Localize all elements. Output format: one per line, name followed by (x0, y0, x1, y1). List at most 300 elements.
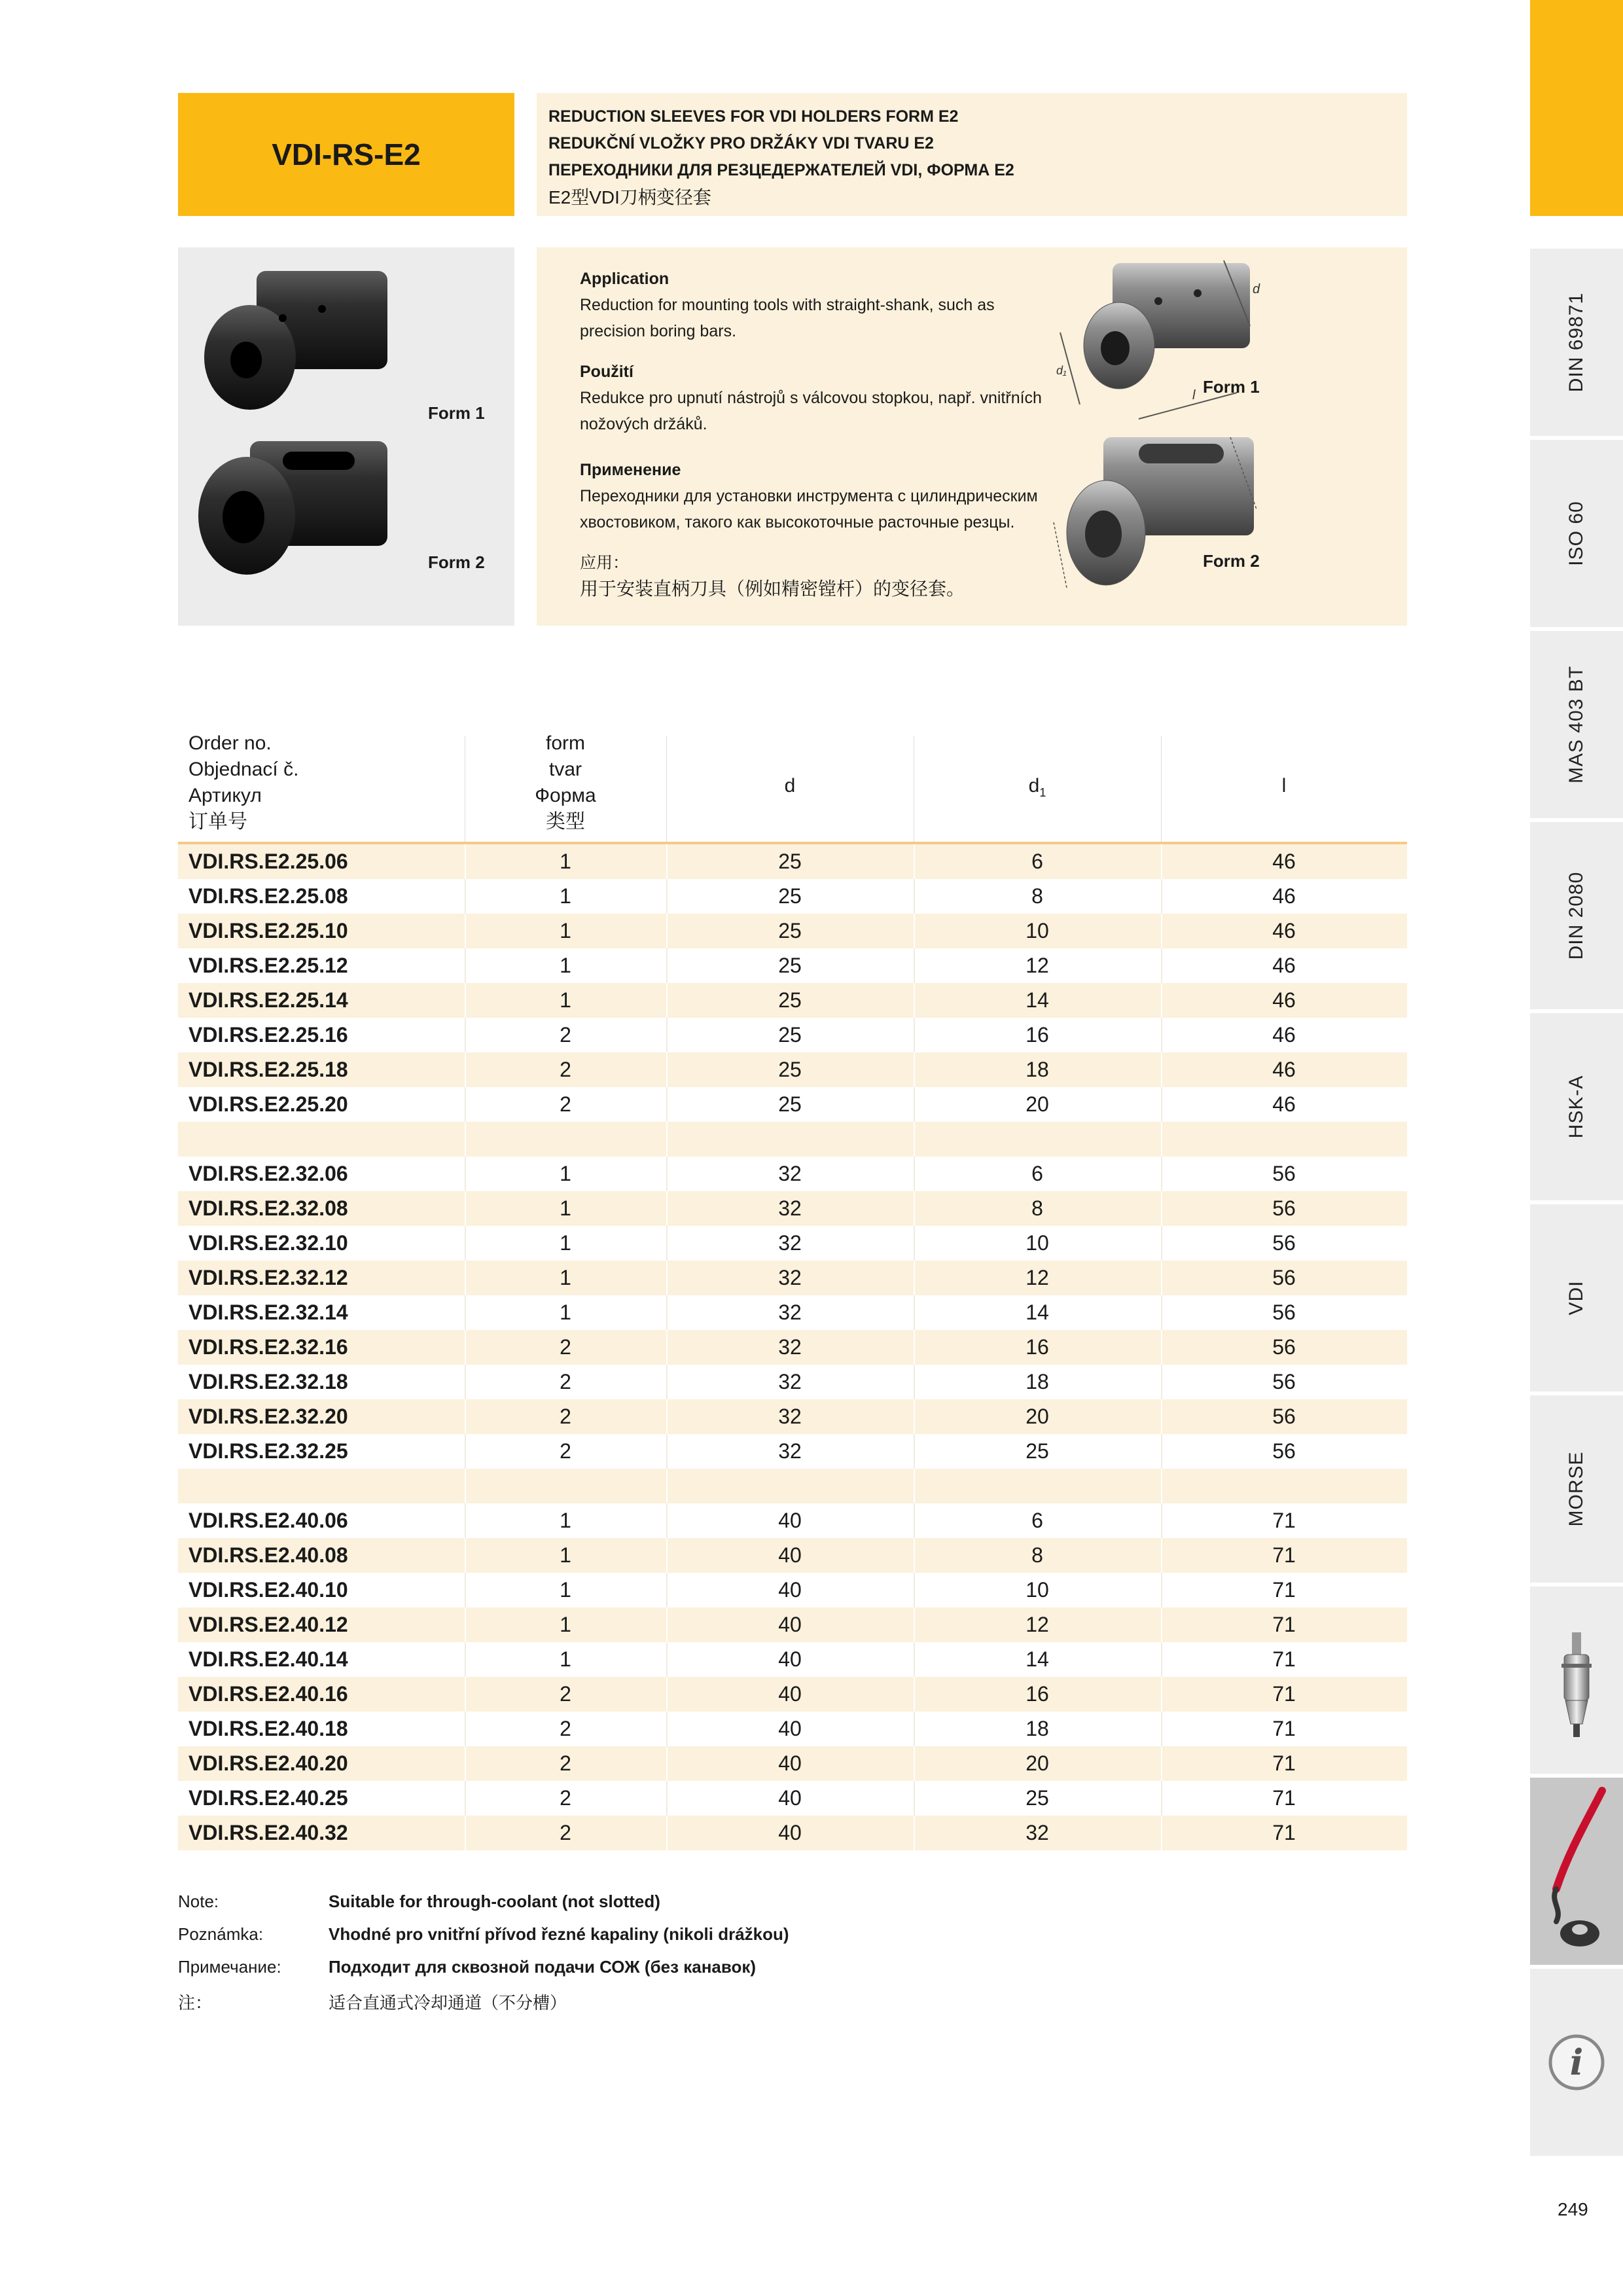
tab-mas-403-bt[interactable] (1530, 631, 1623, 818)
table-row (178, 1816, 1407, 1850)
tab-morse[interactable] (1530, 1395, 1623, 1583)
cell-d1: 18 (1026, 1058, 1049, 1081)
column-divider (465, 948, 466, 983)
cell-l: 56 (1272, 1335, 1296, 1359)
column-divider (914, 983, 915, 1018)
tab-wrench-nut[interactable] (1530, 1778, 1623, 1965)
cell-d (666, 1469, 914, 1503)
cell-order-no: VDI.RS.E2.32.08 (188, 1196, 348, 1220)
column-divider (914, 1573, 915, 1607)
column-divider (914, 1365, 915, 1399)
column-divider (914, 1226, 915, 1261)
column-divider (666, 1746, 668, 1781)
table-row (178, 1712, 1407, 1746)
app-text-ru-1: Переходники для установки инструмента с цилиндрическим (580, 487, 1038, 505)
column-divider (465, 1087, 466, 1122)
header-order-ru: Артикул (188, 785, 262, 806)
table-row (178, 914, 1407, 948)
cell-d: 25 (778, 954, 802, 977)
cell-d1: 18 (1026, 1370, 1049, 1393)
cell-l: 56 (1272, 1196, 1296, 1220)
column-divider (1161, 1018, 1162, 1052)
column-divider (666, 1330, 668, 1365)
column-divider (666, 1816, 668, 1850)
table-row (178, 1226, 1407, 1261)
cell-d: 40 (778, 1578, 802, 1602)
application-panel (537, 247, 1407, 626)
header-form-cz: tvar (548, 759, 582, 780)
column-divider (1161, 1573, 1162, 1607)
cell-order-no: VDI.RS.E2.32.06 (188, 1162, 348, 1185)
cell-d: 32 (778, 1266, 802, 1289)
column-divider (666, 1122, 668, 1157)
app-heading-cz: Použití (580, 363, 633, 381)
title-box (537, 93, 1407, 216)
column-divider (1161, 879, 1162, 914)
cell-l: 46 (1272, 1058, 1296, 1081)
title-ru: ПЕРЕХОДНИКИ ДЛЯ РЕЗЦЕДЕРЖАТЕЛЕЙ VDI, ФОРМА E2 (548, 161, 1014, 179)
column-divider (1161, 844, 1162, 879)
column-divider (1161, 1746, 1162, 1781)
table-row (178, 1157, 1407, 1191)
column-divider (914, 948, 915, 983)
header-d1 (914, 730, 1161, 842)
form2-photo (198, 441, 387, 575)
header-order-cz: Objednací č. (188, 759, 299, 780)
column-divider (666, 1469, 668, 1503)
cell-d1: 10 (1026, 1231, 1049, 1255)
product-code: VDI-RS-E2 (178, 93, 514, 216)
column-divider (465, 914, 466, 948)
column-divider (666, 1365, 668, 1399)
cell-d: 32 (778, 1196, 802, 1220)
column-divider (914, 1642, 915, 1677)
cell-order-no: VDI.RS.E2.40.16 (188, 1682, 348, 1706)
cell-order-no: VDI.RS.E2.32.16 (188, 1335, 348, 1359)
tab-label: MAS 403 BT (1565, 665, 1587, 784)
cell-order-no: VDI.RS.E2.40.18 (188, 1717, 348, 1740)
column-divider (465, 1295, 466, 1330)
cell-l: 71 (1272, 1543, 1296, 1567)
column-divider (465, 1261, 466, 1295)
cell-d: 32 (778, 1439, 802, 1463)
column-divider (914, 1816, 915, 1850)
table-row (178, 948, 1407, 983)
cell-order-no: VDI.RS.E2.32.12 (188, 1266, 348, 1289)
column-divider (914, 1746, 915, 1781)
cell-l: 46 (1272, 919, 1296, 942)
diagram-form1-caption: Form 1 (1203, 377, 1260, 397)
tab-din-69871[interactable] (1530, 249, 1623, 436)
column-divider (666, 1573, 668, 1607)
column-divider (1161, 1469, 1162, 1503)
column-divider (1161, 1052, 1162, 1087)
svg-text:i: i (1569, 2041, 1584, 2083)
cell-form: 1 (560, 988, 571, 1012)
tab-vdi[interactable] (1530, 1204, 1623, 1391)
cell-order-no: VDI.RS.E2.32.14 (188, 1300, 348, 1324)
column-divider (666, 1018, 668, 1052)
cell-d: 25 (778, 884, 802, 908)
app-text-en-2: precision boring bars. (580, 322, 737, 340)
column-divider (914, 1434, 915, 1469)
cell-order-no: VDI.RS.E2.25.08 (188, 884, 348, 908)
tab-info[interactable] (1530, 1969, 1623, 2156)
column-divider (666, 1538, 668, 1573)
cell-d1: 25 (1026, 1439, 1049, 1463)
cell-d1 (914, 1469, 1161, 1503)
info-icon (1530, 1969, 1623, 2156)
column-divider (1161, 1330, 1162, 1365)
column-divider (666, 879, 668, 914)
column-divider (465, 1746, 466, 1781)
table-row (178, 1191, 1407, 1226)
cell-form: 2 (560, 1335, 571, 1359)
table-row (178, 1677, 1407, 1712)
cell-form: 1 (560, 1647, 571, 1671)
tab-iso-60[interactable] (1530, 440, 1623, 627)
cell-order-no: VDI.RS.E2.40.12 (188, 1613, 348, 1636)
cell-d: 40 (778, 1509, 802, 1532)
column-divider (465, 1677, 466, 1712)
tab-label: DIN 69871 (1565, 292, 1587, 393)
column-divider (1161, 983, 1162, 1018)
cell-d1: 8 (1031, 884, 1043, 908)
cell-d1: 32 (1026, 1821, 1049, 1844)
column-divider (465, 1018, 466, 1052)
cell-form: 2 (560, 1092, 571, 1116)
column-divider (1161, 1677, 1162, 1712)
form2-caption: Form 2 (428, 552, 485, 572)
cell-order-no: VDI.RS.E2.25.14 (188, 988, 348, 1012)
cell-form: 1 (560, 850, 571, 873)
cell-d: 40 (778, 1682, 802, 1706)
table-row (178, 1573, 1407, 1607)
table-row (178, 1538, 1407, 1573)
table-row (178, 844, 1407, 879)
header-d1-sub: 1 (1039, 786, 1046, 799)
column-divider (465, 1191, 466, 1226)
cell-form: 2 (560, 1717, 571, 1740)
table-row (178, 1295, 1407, 1330)
product-photos (178, 247, 514, 626)
cell-d: 40 (778, 1717, 802, 1740)
header-order (188, 730, 298, 842)
header-form-ru: Форма (535, 785, 596, 806)
cell-d: 25 (778, 1023, 802, 1047)
cell-form: 1 (560, 1509, 571, 1532)
column-divider (666, 1087, 668, 1122)
cell-l: 71 (1272, 1578, 1296, 1602)
title-zh: E2型VDI刀柄变径套 (548, 187, 711, 207)
column-divider (666, 1052, 668, 1087)
column-divider (666, 1399, 668, 1434)
column-divider (914, 1538, 915, 1573)
column-divider (914, 1122, 915, 1157)
table-row (178, 1018, 1407, 1052)
column-divider (1161, 1122, 1162, 1157)
title-en: REDUCTION SLEEVES FOR VDI HOLDERS FORM E2 (548, 107, 959, 126)
column-divider (1161, 1434, 1162, 1469)
cell-order-no: VDI.RS.E2.25.18 (188, 1058, 348, 1081)
column-divider (914, 844, 915, 879)
cell-form: 1 (560, 1578, 571, 1602)
tab-drill-chuck[interactable] (1530, 1587, 1623, 1774)
header-l: l (1281, 775, 1287, 797)
drill-chuck-icon (1530, 1587, 1623, 1774)
column-divider (465, 1573, 466, 1607)
cell-d: 25 (778, 919, 802, 942)
app-text-en-1: Reduction for mounting tools with straight-shank, such as (580, 296, 995, 314)
cell-d: 32 (778, 1162, 802, 1185)
cell-l: 71 (1272, 1682, 1296, 1706)
cell-l: 71 (1272, 1717, 1296, 1740)
cell-d1 (914, 1122, 1161, 1157)
column-divider (465, 1434, 466, 1469)
cell-order-no: VDI.RS.E2.25.06 (188, 850, 348, 873)
note-text-en: Suitable for through-coolant (not slotted) (329, 1892, 660, 1911)
cell-order-no: VDI.RS.E2.40.20 (188, 1751, 348, 1775)
cell-d1: 20 (1026, 1751, 1049, 1775)
cell-d: 40 (778, 1751, 802, 1775)
cell-l: 71 (1272, 1647, 1296, 1671)
column-divider (1161, 1816, 1162, 1850)
cell-form (465, 1469, 666, 1503)
column-divider (1161, 1365, 1162, 1399)
cell-form: 1 (560, 1266, 571, 1289)
column-divider (465, 1399, 466, 1434)
cell-d1: 16 (1026, 1682, 1049, 1706)
column-divider (914, 1607, 915, 1642)
cell-l: 71 (1272, 1613, 1296, 1636)
note-label-zh: 注： (178, 1993, 213, 2013)
app-heading-en: Application (580, 270, 669, 288)
tab-hsk-a[interactable] (1530, 1013, 1623, 1200)
cell-d1: 12 (1026, 1266, 1049, 1289)
column-divider (1161, 948, 1162, 983)
table-row (178, 1052, 1407, 1087)
note-label-en: Note: (178, 1892, 219, 1911)
column-divider (465, 1469, 466, 1503)
app-text-ru-2: хвостовиком, такого как высокоточные расточные резцы. (580, 513, 1015, 531)
column-divider (465, 1642, 466, 1677)
cell-l: 71 (1272, 1509, 1296, 1532)
cell-order-no: VDI.RS.E2.25.16 (188, 1023, 348, 1047)
cell-d1: 14 (1026, 1300, 1049, 1324)
column-divider (914, 914, 915, 948)
cell-d: 32 (778, 1231, 802, 1255)
column-divider (914, 1261, 915, 1295)
note-text-ru: Подходит для сквозной подачи СОЖ (без канавок) (329, 1957, 757, 1977)
cell-l: 56 (1272, 1162, 1296, 1185)
column-divider (1161, 1399, 1162, 1434)
cell-d1: 25 (1026, 1786, 1049, 1810)
tab-label: DIN 2080 (1565, 871, 1587, 960)
cell-d1: 14 (1026, 988, 1049, 1012)
dim-d1-label: d₁ (1056, 364, 1067, 377)
cell-d1: 6 (1031, 1162, 1043, 1185)
tab-label: VDI (1565, 1280, 1587, 1316)
column-divider (914, 1018, 915, 1052)
cell-d: 40 (778, 1786, 802, 1810)
tab-din-2080[interactable] (1530, 822, 1623, 1009)
index-sidebar (1530, 0, 1623, 2157)
cell-form: 2 (560, 1439, 571, 1463)
column-divider (914, 1157, 915, 1191)
column-divider (1161, 1191, 1162, 1226)
title-cz: REDUKČNÍ VLOŽKY PRO DRŽÁKY VDI TVARU E2 (548, 134, 934, 152)
column-divider (666, 1781, 668, 1816)
column-divider (1161, 1503, 1162, 1538)
dim-l-label: l (1192, 388, 1196, 403)
cell-d1: 12 (1026, 1613, 1049, 1636)
cell-l: 46 (1272, 954, 1296, 977)
table-row (178, 1781, 1407, 1816)
column-divider (666, 1642, 668, 1677)
cell-form: 1 (560, 1613, 571, 1636)
column-divider (465, 1157, 466, 1191)
cell-d1: 10 (1026, 919, 1049, 942)
column-divider (666, 1226, 668, 1261)
table-row (178, 1607, 1407, 1642)
column-divider (666, 1295, 668, 1330)
app-heading-zh: 应用： (580, 554, 630, 572)
cell-d: 25 (778, 1058, 802, 1081)
header-form-zh: 类型 (546, 811, 585, 833)
column-divider (666, 1503, 668, 1538)
form1-caption: Form 1 (428, 403, 485, 423)
form1-photo (204, 271, 387, 410)
table-row (178, 1746, 1407, 1781)
cell-form: 1 (560, 1543, 571, 1567)
cell-form: 1 (560, 884, 571, 908)
column-divider (914, 1781, 915, 1816)
column-divider (914, 1330, 915, 1365)
column-divider (914, 1712, 915, 1746)
cell-d: 32 (778, 1300, 802, 1324)
column-divider (666, 1712, 668, 1746)
cell-l: 46 (1272, 1092, 1296, 1116)
table-row (178, 879, 1407, 914)
header-form (465, 730, 666, 842)
column-divider (465, 1816, 466, 1850)
cell-form: 2 (560, 1786, 571, 1810)
column-divider (914, 1399, 915, 1434)
header-d1-main: d (1028, 775, 1040, 797)
cell-l: 46 (1272, 1023, 1296, 1047)
note-label-cz: Poznámka: (178, 1924, 264, 1944)
cell-l: 46 (1272, 988, 1296, 1012)
column-divider (465, 1712, 466, 1746)
table-row (178, 1087, 1407, 1122)
column-divider (1161, 1712, 1162, 1746)
cell-order-no: VDI.RS.E2.32.10 (188, 1231, 348, 1255)
cell-form: 1 (560, 1162, 571, 1185)
page-number: 249 (1558, 2199, 1588, 2219)
cell-d1: 16 (1026, 1023, 1049, 1047)
tab-label: HSK-A (1565, 1075, 1587, 1139)
table-header (178, 730, 1407, 844)
cell-d (666, 1122, 914, 1157)
table-row (178, 1434, 1407, 1469)
column-divider (465, 844, 466, 879)
cell-d1: 12 (1026, 954, 1049, 977)
cell-d: 40 (778, 1543, 802, 1567)
column-divider (465, 1503, 466, 1538)
table-row (178, 1399, 1407, 1434)
header-order-en: Order no. (188, 732, 272, 754)
cell-form: 1 (560, 954, 571, 977)
column-divider (914, 1052, 915, 1087)
cell-d: 25 (778, 1092, 802, 1116)
cell-form: 2 (560, 1023, 571, 1047)
cell-l: 46 (1272, 850, 1296, 873)
cell-l: 56 (1272, 1300, 1296, 1324)
column-divider (1161, 1538, 1162, 1573)
cell-d: 40 (778, 1647, 802, 1671)
column-divider (666, 844, 668, 879)
cell-d: 32 (778, 1405, 802, 1428)
cell-order-no: VDI.RS.E2.25.12 (188, 954, 348, 977)
cell-d1: 6 (1031, 1509, 1043, 1532)
column-divider (914, 1191, 915, 1226)
column-divider (666, 1607, 668, 1642)
column-divider (914, 1087, 915, 1122)
cell-order-no: VDI.RS.E2.32.25 (188, 1439, 348, 1463)
cell-d: 32 (778, 1335, 802, 1359)
column-divider (465, 1365, 466, 1399)
table-spacer-row (178, 1122, 1407, 1157)
column-divider (465, 983, 466, 1018)
cell-l: 56 (1272, 1405, 1296, 1428)
wrench-nut-icon (1530, 1778, 1623, 1965)
cell-order-no: VDI.RS.E2.25.10 (188, 919, 348, 942)
cell-d1: 10 (1026, 1578, 1049, 1602)
column-divider (465, 1122, 466, 1157)
cell-form: 2 (560, 1405, 571, 1428)
cell-order-no: VDI.RS.E2.25.20 (188, 1092, 348, 1116)
app-heading-ru: Применение (580, 461, 681, 479)
table-row (178, 1642, 1407, 1677)
header-form-en: form (546, 732, 585, 754)
cell-order-no: VDI.RS.E2.40.10 (188, 1578, 348, 1602)
column-divider (465, 1330, 466, 1365)
cell-l: 56 (1272, 1370, 1296, 1393)
cell-d: 32 (778, 1370, 802, 1393)
table-spacer-row (178, 1469, 1407, 1503)
cell-d: 25 (778, 850, 802, 873)
column-divider (666, 1261, 668, 1295)
table-row (178, 983, 1407, 1018)
table-row (178, 1365, 1407, 1399)
column-divider (666, 1191, 668, 1226)
column-divider (666, 1434, 668, 1469)
cell-order-no: VDI.RS.E2.32.18 (188, 1370, 348, 1393)
cell-l (1161, 1122, 1407, 1157)
note-text-cz: Vhodné pro vnitřní přívod řezné kapaliny (nikoli drážkou) (329, 1924, 789, 1944)
dimension-diagrams (1041, 247, 1407, 626)
column-divider (465, 1607, 466, 1642)
cell-l: 71 (1272, 1786, 1296, 1810)
cell-form: 2 (560, 1751, 571, 1775)
cell-d1: 8 (1031, 1196, 1043, 1220)
column-divider (465, 1538, 466, 1573)
sidebar-accent-block (1530, 0, 1623, 216)
cell-l: 56 (1272, 1266, 1296, 1289)
cell-l: 71 (1272, 1821, 1296, 1844)
column-divider (1161, 1261, 1162, 1295)
table-row (178, 1330, 1407, 1365)
